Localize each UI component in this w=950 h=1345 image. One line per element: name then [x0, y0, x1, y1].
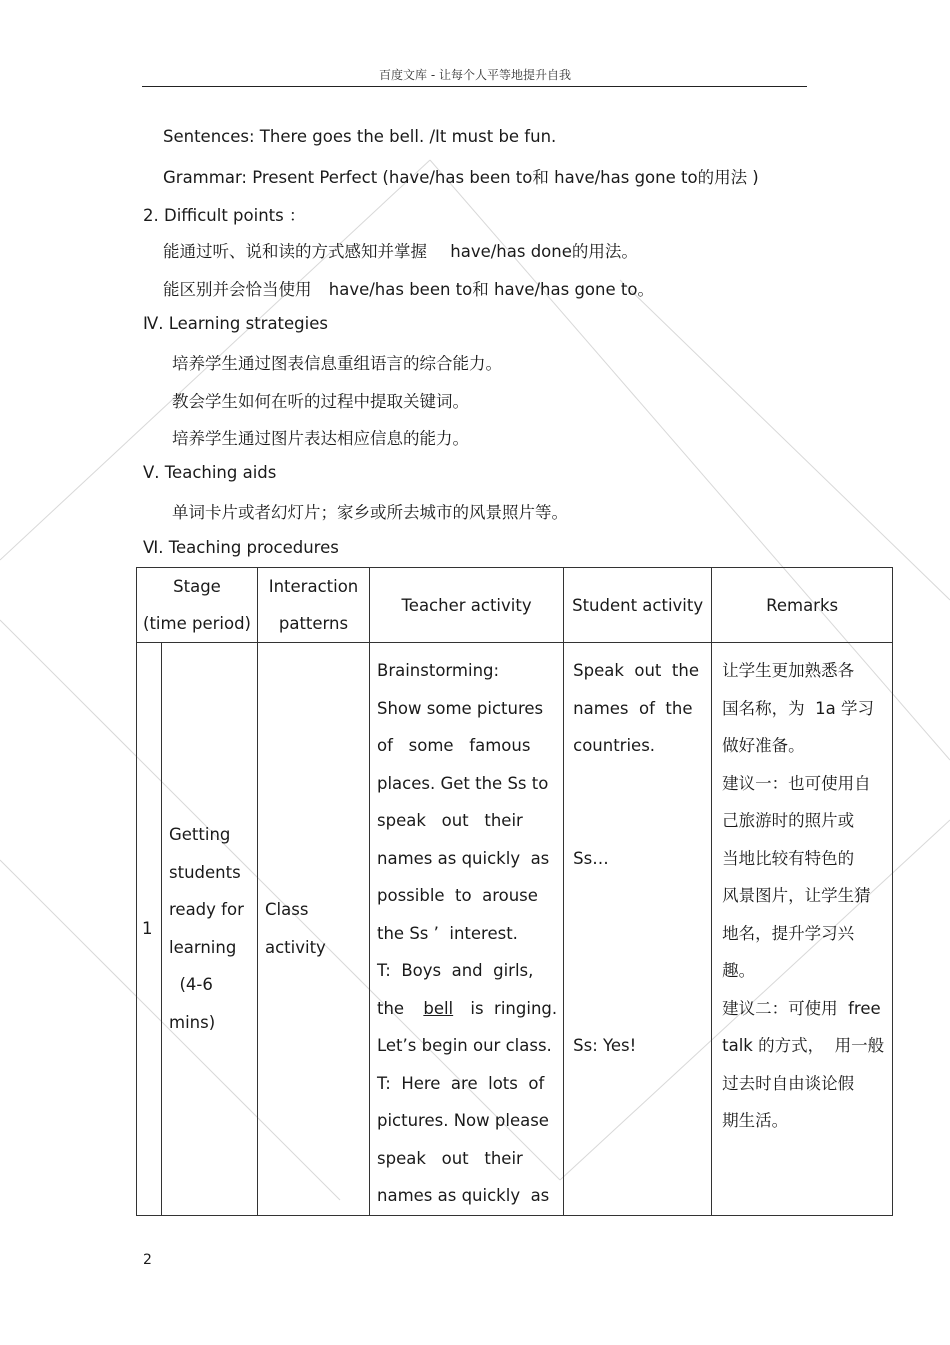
- table-header-row: [137, 568, 893, 643]
- teacher-text: the: [377, 998, 405, 1018]
- teacher-line: Brainstorming:: [377, 661, 500, 680]
- teacher-line: speak out their: [377, 811, 523, 830]
- row-number: 1: [137, 643, 162, 1216]
- student-line: [573, 765, 705, 803]
- stage-line: (4-6: [169, 975, 213, 995]
- remarks-line: 建议二：可使用 free: [722, 998, 881, 1018]
- student-line: Ss…: [573, 848, 609, 868]
- strategy-1: 培养学生通过图表信息重组语言的综合能力。: [172, 354, 502, 373]
- header-rule: [142, 86, 807, 87]
- student-line: names of the: [573, 698, 693, 718]
- remarks-line: 地名，提升学习兴: [722, 923, 855, 943]
- student-line: countries.: [573, 736, 656, 755]
- diff2-text-d: 。: [637, 280, 654, 299]
- student-activity-cell: [564, 643, 712, 1216]
- stage-line: mins): [169, 1012, 216, 1032]
- remarks-line: 当地比较有特色的: [722, 848, 855, 868]
- student-line: Speak out the: [573, 661, 699, 680]
- diff1-text-b: have/has done: [450, 242, 572, 261]
- grammar-text-a: Grammar: Present Perfect (have/has been to: [163, 168, 533, 187]
- stage-cell: [162, 643, 258, 1216]
- remarks-line: 己旅游时的照片或: [722, 811, 855, 830]
- header-interaction-line-1: Interaction: [268, 577, 359, 596]
- student-line: [573, 915, 705, 953]
- teaching-aids-heading: Ⅴ. Teaching aids: [143, 463, 277, 482]
- difficult-point-1: [163, 238, 638, 262]
- teacher-line: of some famous: [377, 736, 531, 755]
- difficult-points-heading: 2. Difficult points ：: [143, 206, 306, 225]
- teacher-line: pictures. Now please: [377, 1111, 549, 1130]
- header-remarks: Remarks: [712, 568, 893, 643]
- teacher-line: possible to arouse: [377, 886, 538, 905]
- remarks-line: 建议一：也可使用自: [722, 773, 871, 793]
- student-line: [573, 990, 705, 1028]
- header-interaction-line-2: patterns: [278, 614, 349, 633]
- procedures-table: [136, 567, 893, 1216]
- page-number: 2: [143, 1252, 152, 1268]
- interaction-cell: [258, 643, 370, 1216]
- remarks-line: 期生活。: [722, 1111, 789, 1130]
- grammar-text-c: 的用法 ): [697, 168, 759, 187]
- remarks-line: 让学生更加熟悉各: [722, 661, 855, 680]
- teacher-line: names as quickly as: [377, 848, 550, 868]
- diff1-text-c: 的用法。: [571, 242, 638, 261]
- grammar-text-b: 和 have/has gone to: [532, 168, 698, 187]
- diff1-text-a: 能通过听、说和读的方式感知并掌握: [163, 242, 427, 261]
- student-line: [573, 952, 705, 990]
- header-student-activity: Student activity: [564, 568, 712, 643]
- interaction-line: activity: [265, 937, 326, 957]
- remarks-line: 风景图片，让学生猜: [722, 886, 871, 905]
- teaching-procedures-heading: Ⅵ. Teaching procedures: [143, 538, 339, 557]
- teaching-aids-item: 单词卡片或者幻灯片；家乡或所去城市的风景照片等。: [172, 503, 568, 522]
- teacher-activity-cell: [370, 643, 564, 1216]
- teacher-line: Let’s begin our class.: [377, 1036, 552, 1055]
- remarks-line: 做好准备。: [722, 736, 805, 755]
- student-line: [573, 802, 705, 840]
- remarks-line: 国名称，为 1a 学习: [722, 698, 874, 718]
- remarks-line: 过去时自由谈论假: [722, 1073, 855, 1093]
- grammar-line: [163, 164, 759, 188]
- teacher-line: names as quickly as: [377, 1186, 550, 1205]
- teacher-text: is ringing.: [470, 998, 558, 1018]
- bell-word: bell: [423, 998, 454, 1018]
- remarks-line: 趣。: [722, 961, 756, 980]
- remarks-line: talk 的方式， 用一般: [722, 1036, 885, 1055]
- teacher-line: [377, 990, 557, 1028]
- header-stage-line-2: (time period): [143, 614, 251, 633]
- header-interaction: [258, 568, 370, 643]
- stage-line: ready for: [169, 900, 244, 920]
- student-line: [573, 877, 705, 915]
- student-line: Ss: Yes!: [573, 1036, 637, 1055]
- page-header: 百度文库 - 让每个人平等地提升自我: [379, 68, 571, 82]
- sentences-line: Sentences: There goes the bell. /It must be fun.: [163, 127, 557, 146]
- teacher-line: T: Boys and girls,: [377, 961, 534, 980]
- header-stage: [137, 568, 258, 643]
- stage-line: learning: [169, 937, 237, 957]
- header-teacher-activity: Teacher activity: [370, 568, 564, 643]
- strategy-3: 培养学生通过图片表达相应信息的能力。: [172, 429, 469, 448]
- teacher-line: speak out their: [377, 1148, 523, 1168]
- diff2-text-b: have/has been to: [328, 280, 473, 299]
- teacher-line: T: Here are lots of: [377, 1073, 545, 1093]
- interaction-line: Class: [265, 900, 309, 920]
- learning-strategies-heading: Ⅳ. Learning strategies: [143, 314, 328, 333]
- stage-line: students: [169, 862, 241, 882]
- teacher-line: Show some pictures: [377, 698, 544, 718]
- diff2-text-a: 能区别并会恰当使用: [163, 280, 312, 299]
- table-row: [137, 643, 893, 1216]
- teacher-line: places. Get the Ss to: [377, 773, 549, 793]
- remarks-cell: [712, 643, 893, 1216]
- stage-line: Getting: [169, 825, 231, 845]
- teacher-line: the Ss ’ interest.: [377, 923, 518, 943]
- strategy-2: 教会学生如何在听的过程中提取关键词。: [172, 392, 469, 411]
- diff2-text-c: 和 have/has gone to: [472, 280, 638, 299]
- difficult-point-2: [163, 276, 654, 300]
- header-stage-line-1: Stage: [173, 577, 221, 596]
